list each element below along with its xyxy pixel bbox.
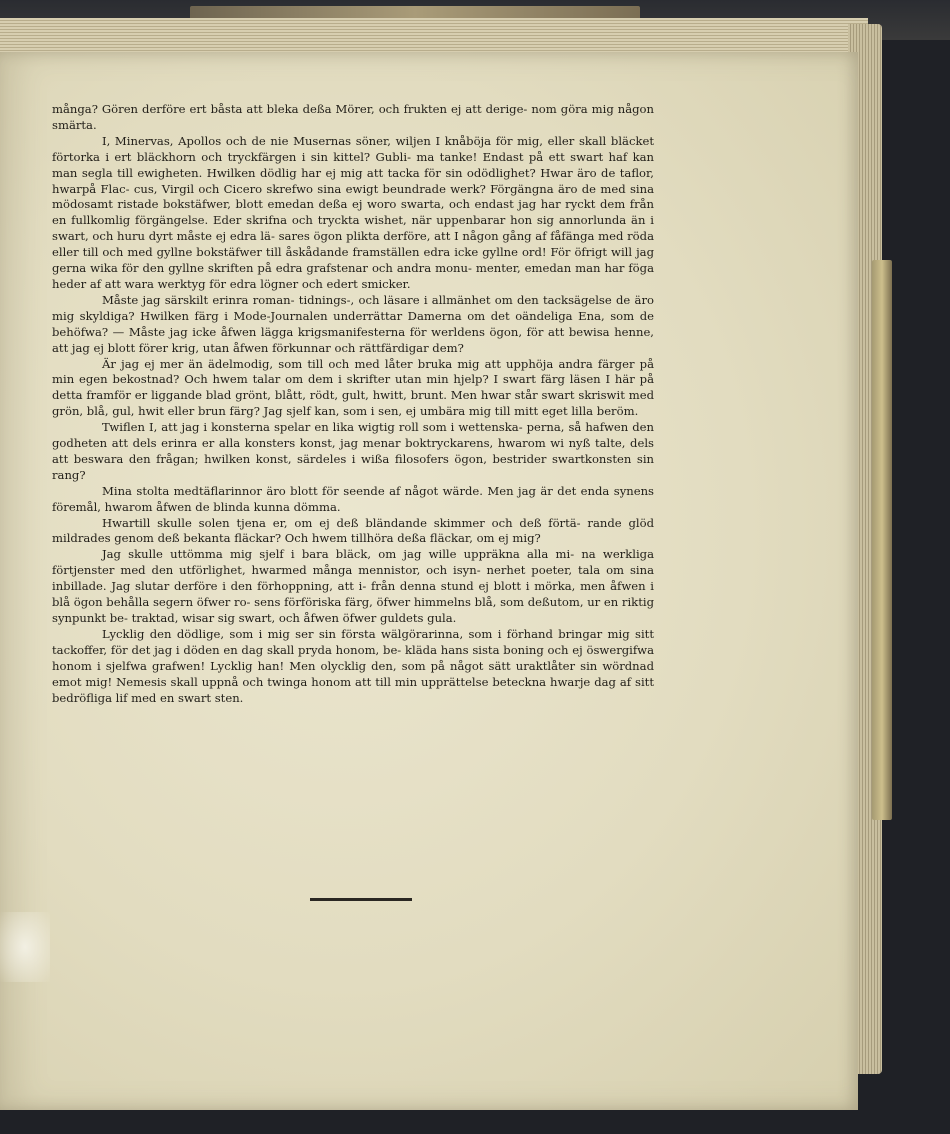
book-page [0, 52, 858, 1110]
paragraph: Lycklig den dödlige, som i mig ser sin första wälgörarinna, som i förhand bringar mig sitt tackoffer, för det jag i döden en dag skall pryda honom, be- kläda hans sista boning och ej öswergifwa honom i sjelfwa grafwen! Lycklig han! Men olycklig den, som på något sätt uraktlåter sin wördnad emot mig! Nemesis skall uppnå och twinga honom att till min upprättelse beteckna hwarje dag af sitt bedröfliga lif med en swart sten. [52, 626, 654, 705]
paragraph: Twiflen I, att jag i konsterna spelar en lika wigtig roll som i wettenska- perna, så hafwen den godheten att dels erinra er alla konsters konst, jag menar boktryckarens, hwarom wi nyß talte, dels att beswara den frågan; hwilken konst, särdeles i wißa filosofers ögon, bestrider swartkonsten sin rang? [52, 420, 654, 482]
paragraph: Hwartill skulle solen tjena er, om ej deß bländande skimmer och deß förtä- rande glöd mildrades genom deß bekanta fläckar? Och hwem tillhöra deßa fläckar, om ej mig? [52, 515, 654, 546]
paragraph: Måste jag särskilt erinra roman- tidnings-, och läsare i allmänhet om den tacksägelse de äro mig skyldiga? Hwilken färg i Mode-Journalen underrättar Damerna om det oändeliga Ena, som de behöfwa? — Måste jag icke åfwen lägga krigsmanifesterna för werldens ögon, för att bewisa henne, att jag ej blott förer krig, utan åfwen förkunnar och rättfärdigar dem? [52, 292, 654, 355]
paper-stain [0, 912, 50, 982]
book-spine-strip [872, 260, 892, 820]
paragraph: Jag skulle uttömma mig sjelf i bara bläck, om jag wille uppräkna alla mi- na werkliga förtjenster med den utförlighet, hwarmed många mennistor, och isyn- nerhet poeter, tala om sina inbillade. Jag slutar derföre i den förhoppning, att i- från denna stund ej blott i mörka, men åfwen i blå ögon behålla segern öfwer ro- sens förföriska färg, öfwer himmelns blå, som deßutom, ur en riktig synpunkt be- traktad, wisar sig swart, och åfwen öfwer guldets gula. [52, 547, 654, 625]
paragraph: I, Minervas, Apollos och de nie Musernas söner, wiljen I knåböja för mig, eller skall bläcket förtorka i ert bläckhorn och tryckfärgen i sin kittel? Gubli- ma tanke! Endast på ett swart haf kan man segla till ewigheten. Hwilken dödlig har ej mig att tacka för sin odödlighet? Hwar äro de taflor, hwarpå Flac- cus, Virgil och Cicero skrefwo sina ewigt beundrade werk? Förgängna äro de med sina mödosamt ristade bokstäfwer, blott emedan deßa ej woro swarta, och endast jag har ryckt dem från en fullkomlig förgängelse. Eder skrifna och tryckta wishet, när uppenbarar hon sig annorlunda än i swart, och huru dyrt måste ej edra lä- sares ögon plikta derföre, att I någon gång af fåfänga med röda eller till och med gyllne bokstäfwer till åskådande framställen edra icke gyllne ord! För öfrigt will jag gerna wika för den gyllne skriften på edra grafstenar och andra monu- menter, emedan man har föga heder af att wara werktyg för edra lögner och edert smicker. [52, 133, 654, 291]
page-text [52, 102, 654, 706]
paragraph: Mina stolta medtäflarinnor äro blott för seende af något wärde. Men jag är det enda synens föremål, hwarom åfwen de blinda kunna dömma. [52, 483, 654, 514]
paragraph: Är jag ej mer än ädelmodig, som till och med låter bruka mig att upphöja andra färger på min egen bekostnad? Och hwem talar om dem i skrifter utan min hjelp? I swart färg läsen I här på detta framför er liggande blad grönt, blått, rödt, gult, hwitt, brunt. Men hwar står swart skriswit med grön, blå, gul, hwit eller brun färg? Jag sjelf kan, som i sen, ej umbära mig till mitt eget lilla beröm. [52, 356, 654, 419]
paragraph: många? Gören derföre ert båsta att bleka deßa Mörer, och frukten ej att derige- nom göra mig någon smärta. [52, 102, 654, 132]
end-rule [310, 898, 412, 901]
